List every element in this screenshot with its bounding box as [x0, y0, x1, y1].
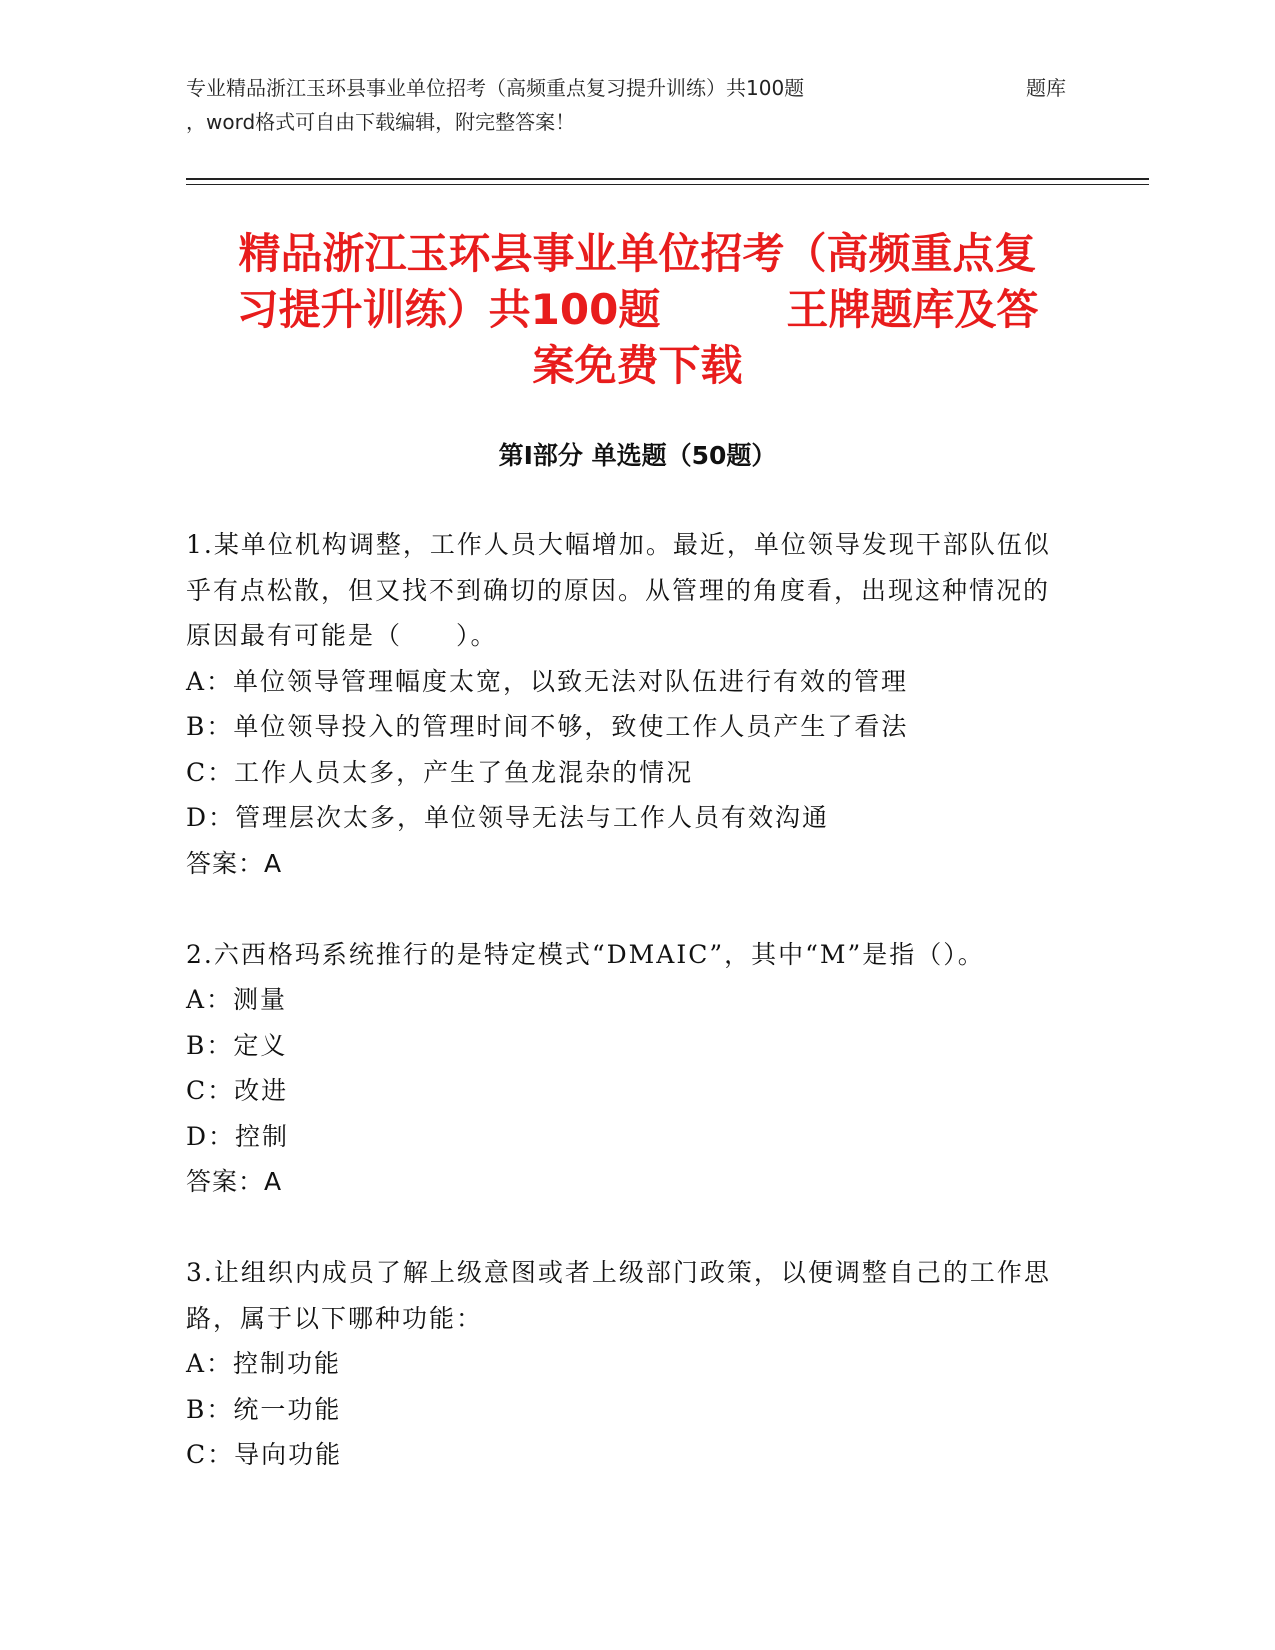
option-a: A：控制功能 [186, 1349, 342, 1378]
header-divider-thick [186, 178, 1149, 180]
document-title [186, 226, 1089, 394]
option-b: B：单位领导投入的管理时间不够，致使工作人员产生了看法 [186, 712, 909, 741]
question-2 [186, 932, 1066, 1205]
header-text: 专业精品浙江玉环县事业单位招考（高频重点复习提升训练）共100题 [186, 76, 805, 100]
question-3 [186, 1250, 1066, 1478]
option-b: B：统一功能 [186, 1394, 342, 1424]
option-d: D：控制 [186, 1121, 290, 1151]
option-a: A：测量 [186, 985, 288, 1014]
header-divider-thin [186, 184, 1149, 185]
option-c: C：导向功能 [186, 1440, 343, 1469]
option-b: B：定义 [186, 1030, 288, 1060]
option-c: C：工作人员太多，产生了鱼龙混杂的情况 [186, 757, 694, 787]
title-line-3: 案免费下载 [532, 341, 743, 390]
page-header [186, 72, 1086, 102]
question-stem: 3.让组织内成员了解上级意图或者上级部门政策，以便调整自己的工作思路，属于以下哪种功能： [186, 1258, 1051, 1333]
title-line-2: 习提升训练）共100题 王牌题库及答 [236, 285, 1039, 334]
question-1 [186, 522, 1066, 886]
header-subtext: ，word格式可自由下载编辑，附完整答案！ [186, 110, 576, 134]
question-stem: 2.六西格玛系统推行的是特定模式“DMAIC”，其中“M”是指（）。 [186, 939, 985, 969]
answer: 答案：A [186, 1167, 283, 1196]
question-list [186, 522, 1066, 1478]
option-d: D：管理层次太多，单位领导无法与工作人员有效沟通 [186, 803, 830, 832]
section-title: 第Ⅰ部分 单选题（50题） [498, 441, 777, 470]
option-c: C：改进 [186, 1076, 289, 1105]
answer: 答案：A [186, 848, 283, 878]
title-line-1: 精品浙江玉环县事业单位招考（高频重点复 [238, 229, 1037, 278]
header-right-text: 题库 [1026, 76, 1066, 100]
option-a: A：单位领导管理幅度太宽，以致无法对队伍进行有效的管理 [186, 666, 909, 696]
question-stem: 1.某单位机构调整，工作人员大幅增加。最近，单位领导发现干部队伍似乎有点松散，但又找不到确切的原因。从管理的角度看，出现这种情况的原因最有可能是（ ）。 [186, 530, 1051, 650]
